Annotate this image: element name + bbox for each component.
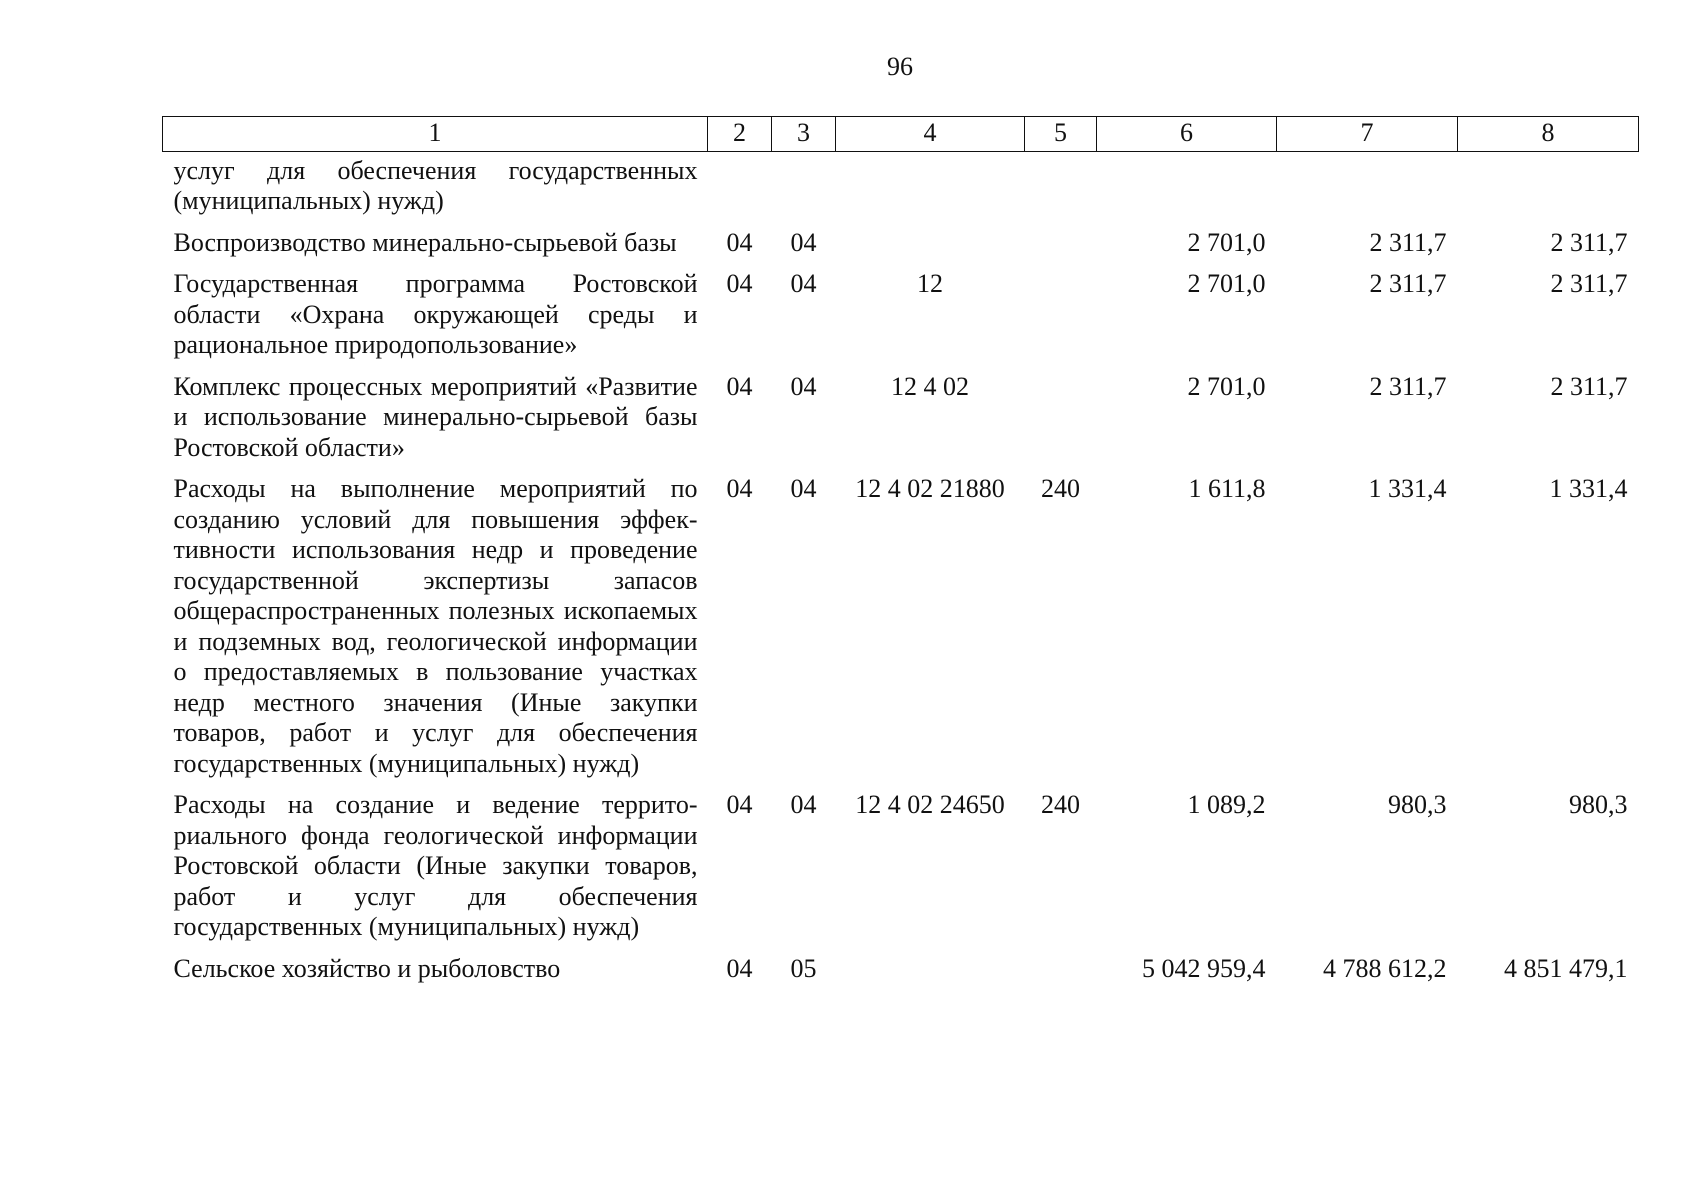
header-row — [163, 117, 1639, 152]
row-value-8: 980,3 — [1569, 790, 1628, 819]
header-col-3: 3 — [772, 117, 836, 152]
table-row — [163, 474, 1639, 790]
row-value-7: 2 311,7 — [1369, 227, 1447, 257]
row-value-8: 1 331,4 — [1549, 474, 1628, 503]
row-value-7: 4 788 612,2 — [1323, 953, 1447, 983]
row-value-8: 2 311,7 — [1550, 371, 1628, 401]
table-row — [163, 372, 1639, 475]
table-row — [163, 790, 1639, 954]
row-expense-type — [1025, 269, 1097, 372]
row-subsection: 04 — [790, 790, 817, 819]
row-value-6: 1 611,8 — [1188, 474, 1266, 503]
row-value-7: 1 331,4 — [1368, 474, 1447, 503]
page-number: 96 — [887, 52, 913, 81]
row-target-article: 12 4 02 24650 — [855, 790, 1005, 819]
table-row — [163, 954, 1639, 996]
row-value-6: 2 701,0 — [1187, 227, 1266, 257]
row-value-7: 980,3 — [1388, 790, 1447, 819]
row-section: 04 — [726, 790, 753, 819]
row-subsection: 04 — [790, 474, 817, 503]
table-body — [163, 151, 1639, 995]
row-value-7: 2 311,7 — [1369, 371, 1447, 401]
row-section — [708, 151, 772, 228]
table-header — [163, 117, 1639, 152]
row-value-8: 4 851 479,1 — [1504, 953, 1628, 983]
row-value-7: 2 311,7 — [1369, 269, 1447, 298]
header-col-2: 2 — [708, 117, 772, 152]
row-section: 04 — [726, 227, 753, 257]
row-expense-type: 240 — [1041, 474, 1080, 503]
row-name: Расходы на выполнение мероприятий по созданию условий для повышения эффективности использования недр и проведение государственной экспертизы запасов общераспространенных полезных ископаемых и подземных вод, геологической информации о предоставляемых в пользование участках недр местного значения (Иные закупки товаров, работ и услуг для обеспечения государственных (муниципальных) нужд) — [173, 474, 698, 778]
row-name: Воспроизводство минерально-сырьевой базы — [173, 227, 677, 257]
row-target-article: 12 4 02 — [891, 371, 969, 401]
budget-table — [162, 116, 1639, 995]
table-row — [163, 228, 1639, 270]
row-target-article — [836, 228, 1025, 270]
row-value-7 — [1277, 151, 1458, 228]
row-section: 04 — [726, 371, 753, 401]
row-value-6 — [1097, 151, 1277, 228]
header-col-8: 8 — [1458, 117, 1639, 152]
row-target-article — [836, 151, 1025, 228]
table-row — [163, 269, 1639, 372]
row-subsection: 05 — [790, 953, 817, 983]
row-subsection: 04 — [790, 269, 817, 298]
row-expense-type — [1025, 372, 1097, 475]
row-expense-type — [1025, 228, 1097, 270]
row-section: 04 — [726, 474, 753, 503]
row-name: Расходы на создание и ведение территориального фонда геологической информации Ростовской области (Иные закупки товаров, работ и услуг для обеспечения государственных (муниципальных) нужд) — [173, 790, 698, 941]
header-col-5: 5 — [1025, 117, 1097, 152]
row-name: Комплекс процессных мероприятий «Развитие и использование минерально-сырьевой базы Ростовской области» — [173, 371, 698, 462]
row-value-8: 2 311,7 — [1550, 269, 1628, 298]
row-expense-type — [1025, 151, 1097, 228]
row-value-8: 2 311,7 — [1550, 227, 1628, 257]
row-value-6: 5 042 959,4 — [1142, 953, 1266, 983]
budget-table-container — [162, 116, 1638, 995]
row-value-6: 2 701,0 — [1187, 269, 1266, 298]
row-section: 04 — [726, 953, 753, 983]
row-name: Государственная программа Ростовской области «Охрана окружающей среды и рациональное природопользование» — [173, 269, 698, 359]
row-value-6: 2 701,0 — [1187, 371, 1266, 401]
row-subsection: 04 — [790, 371, 817, 401]
row-value-8 — [1458, 151, 1639, 228]
row-target-article: 12 4 02 21880 — [855, 474, 1005, 503]
header-col-4: 4 — [836, 117, 1025, 152]
row-section: 04 — [726, 269, 753, 298]
row-subsection — [772, 151, 836, 228]
header-col-1: 1 — [163, 117, 708, 152]
row-expense-type — [1025, 954, 1097, 996]
table-row — [163, 151, 1639, 228]
row-name: Сельское хозяйство и рыболовство — [173, 953, 561, 983]
header-col-7: 7 — [1277, 117, 1458, 152]
row-value-6: 1 089,2 — [1187, 790, 1266, 819]
row-expense-type: 240 — [1041, 790, 1080, 819]
row-subsection: 04 — [790, 227, 817, 257]
row-target-article — [836, 954, 1025, 996]
row-name: услуг для обеспечения государственных (муниципальных) нужд) — [173, 155, 698, 215]
row-target-article: 12 — [917, 269, 943, 298]
header-col-6: 6 — [1097, 117, 1277, 152]
